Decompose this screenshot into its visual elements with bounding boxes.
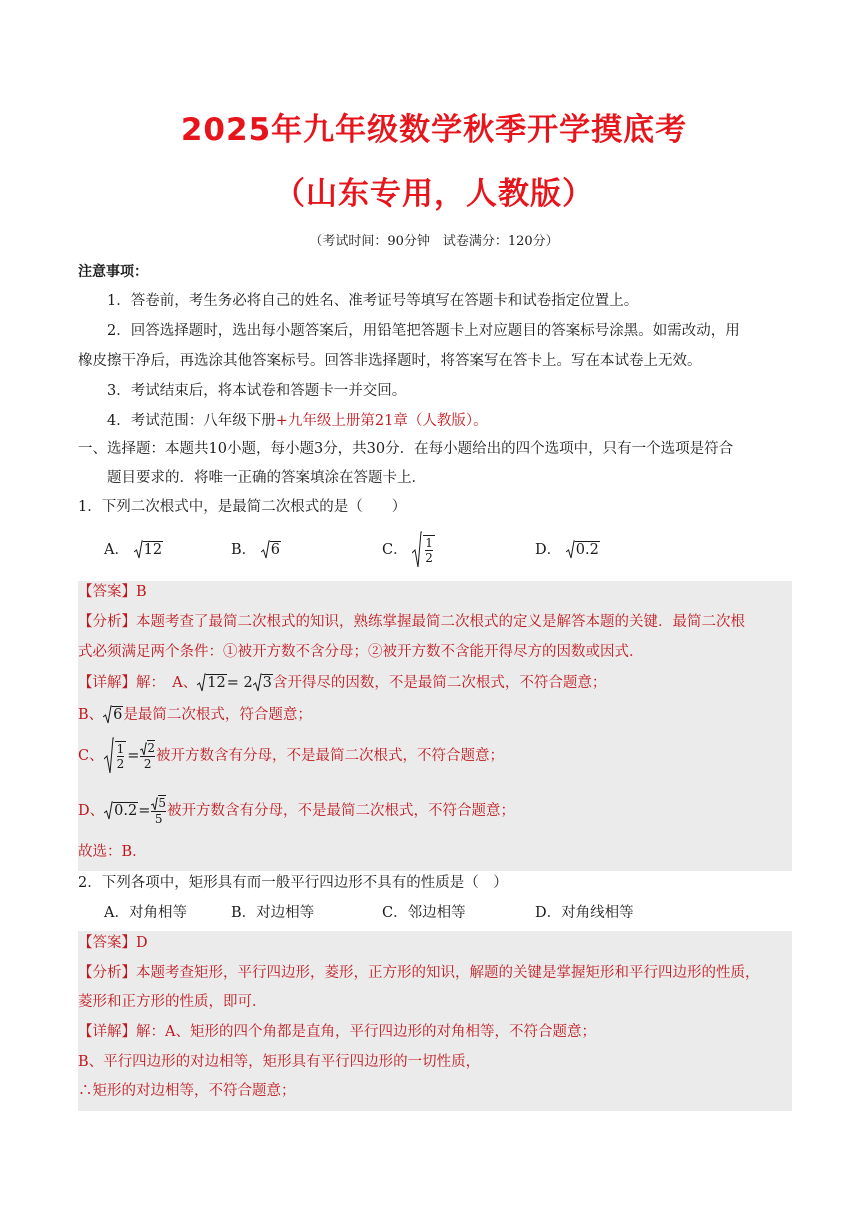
fraction-numerator: 5 <box>158 796 166 811</box>
sqrt-symbol <box>134 540 163 560</box>
question-2-analysis-line2: 菱形和正方形的性质，即可． <box>78 994 267 1010</box>
detail-a-equals: = 2 <box>226 675 253 691</box>
question-2-option-a: A．对角相等 <box>104 905 187 921</box>
detail-b-radicand: 6 <box>113 707 123 723</box>
sqrt-symbol <box>253 673 273 693</box>
option-b-label: B． <box>231 542 257 558</box>
fraction-numerator: 1 <box>116 742 125 756</box>
sqrt-symbol <box>103 705 123 725</box>
equals-sign: = <box>138 803 151 819</box>
option-d-label: D． <box>535 542 562 558</box>
notice-item-4-prefix: 4．考试范围：八年级下册 <box>107 413 276 429</box>
question-2-analysis-line1: 【分析】本题考查矩形，平行四边形，菱形，正方形的知识，解题的关键是掌握矩形和平行四边形的性质， <box>78 965 760 981</box>
exam-title: 2025年九年级数学秋季开学摸底考 <box>180 112 688 148</box>
question-2-option-d: D．对角线相等 <box>535 905 634 921</box>
notice-item-2-line1: 2．回答选择题时，选出每小题答案后，用铅笔把答题卡上对应题目的答案标号涂黑。如需改动，用 <box>107 323 740 339</box>
question-1-detail-c <box>78 736 504 776</box>
question-1-detail-b <box>78 705 312 725</box>
question-1-option-a <box>104 540 163 560</box>
section-1-instructions-line1: 一、选择题：本题共10小题，每小题3分，共30分．在每小题给出的四个选项中，只有一个选项是符合 <box>78 441 734 457</box>
notice-item-4 <box>107 411 488 431</box>
question-1-stem: 1．下列二次根式中，是最简二次根式的是（ ） <box>78 499 407 515</box>
detail-c-text: 被开方数含有分母，不是最简二次根式，不符合题意； <box>156 748 505 764</box>
option-c-fraction <box>423 535 435 565</box>
fraction-numerator: 1 <box>425 536 433 550</box>
question-2-answer-box <box>78 931 792 1111</box>
detail-c-fraction <box>115 741 127 771</box>
question-2-stem: 2．下列各项中，矩形具有而一般平行四边形不具有的性质是（ ） <box>78 875 508 891</box>
detail-d-text: 被开方数含有分母，不是最简二次根式，不符合题意； <box>167 803 515 819</box>
notice-item-3: 3．考试结束后，将本试卷和答题卡一并交回。 <box>107 383 407 399</box>
question-2-option-b: B．对边相等 <box>231 905 315 921</box>
equals-sign: = <box>127 748 140 764</box>
detail-d-radicand: 0.2 <box>114 803 138 819</box>
question-1-detail-a <box>78 673 606 693</box>
exam-info: （考试时间：90分钟 试卷满分：120分） <box>309 234 559 249</box>
notice-item-1: 1．答卷前，考生务必将自己的姓名、准考证号等填写在答题卡和试卷指定位置上。 <box>107 293 639 309</box>
detail-a-radicand-2: 3 <box>262 675 272 691</box>
option-a-radicand: 12 <box>143 542 163 558</box>
option-c-label: C． <box>382 542 408 558</box>
question-1-detail-d <box>78 791 515 831</box>
sqrt-symbol <box>104 791 138 831</box>
detail-b-text: 是最简二次根式，符合题意； <box>123 707 312 723</box>
detail-a-text: 含开得尽的因数，不是最简二次根式，不符合题意； <box>272 675 607 691</box>
question-1-analysis-line2: 式必须满足两个条件：①被开方数不含分母；②被开方数不含能开得尽方的因数或因式． <box>78 644 644 660</box>
exam-edition: （山东专用，人教版） <box>274 176 594 212</box>
question-1-answer: 【答案】B <box>78 584 147 600</box>
detail-c-prefix: C、 <box>78 748 104 764</box>
notice-item-4-scope: +九年级上册第21章（人教版）。 <box>275 413 488 429</box>
question-2-option-c: C．邻边相等 <box>382 905 466 921</box>
question-2-detail-a: 【详解】解：A、矩形的四个角都是直角，平行四边形的对角相等，不符合题意； <box>78 1024 596 1040</box>
option-d-radicand: 0.2 <box>575 542 599 558</box>
sqrt-symbol <box>412 530 436 570</box>
sqrt-symbol <box>140 741 155 756</box>
question-1-analysis-line1: 【分析】本题考查了最简二次根式的知识，熟练掌握最简二次根式的定义是解答本题的关键．最简二次根 <box>78 614 745 630</box>
detail-c-result-fraction <box>140 741 155 771</box>
notice-item-2-line2: 橡皮擦干净后，再选涂其他答案标号。回答非选择题时，将答案写在答卡上。写在本试卷上无效。 <box>78 353 702 369</box>
fraction-numerator: 2 <box>147 741 156 756</box>
sqrt-symbol <box>566 540 600 560</box>
sqrt-symbol <box>104 736 128 776</box>
question-1-option-c <box>382 530 436 570</box>
detail-d-prefix: D、 <box>78 803 105 819</box>
detail-d-result-fraction <box>151 796 166 826</box>
question-1-option-d <box>535 540 600 560</box>
notice-heading: 注意事项： <box>78 264 148 280</box>
detail-b-prefix: B、 <box>78 707 104 723</box>
detail-prefix: 【详解】解： A、 <box>78 675 198 691</box>
option-b-radicand: 6 <box>270 542 280 558</box>
question-2-detail-b-conclusion: ∴矩形的对边相等，不符合题意； <box>78 1083 296 1099</box>
fraction-denominator: 5 <box>154 811 163 826</box>
question-1-option-b <box>231 540 281 560</box>
detail-a-radicand: 12 <box>207 675 226 691</box>
fraction-denominator: 2 <box>116 757 125 771</box>
question-2-detail-b: B、平行四边形的对边相等，矩形具有平行四边形的一切性质， <box>78 1054 481 1070</box>
sqrt-symbol <box>151 796 166 811</box>
question-1-answer-box <box>78 581 792 871</box>
question-1-conclusion: 故选：B． <box>78 844 147 860</box>
sqrt-symbol <box>197 673 226 693</box>
option-a-label: A． <box>104 542 129 558</box>
fraction-denominator: 2 <box>425 551 433 565</box>
section-1-instructions-line2: 题目要求的．将唯一正确的答案填涂在答题卡上． <box>107 470 426 486</box>
question-2-answer: 【答案】D <box>78 935 148 951</box>
sqrt-symbol <box>261 540 281 560</box>
fraction-denominator: 2 <box>143 756 152 771</box>
